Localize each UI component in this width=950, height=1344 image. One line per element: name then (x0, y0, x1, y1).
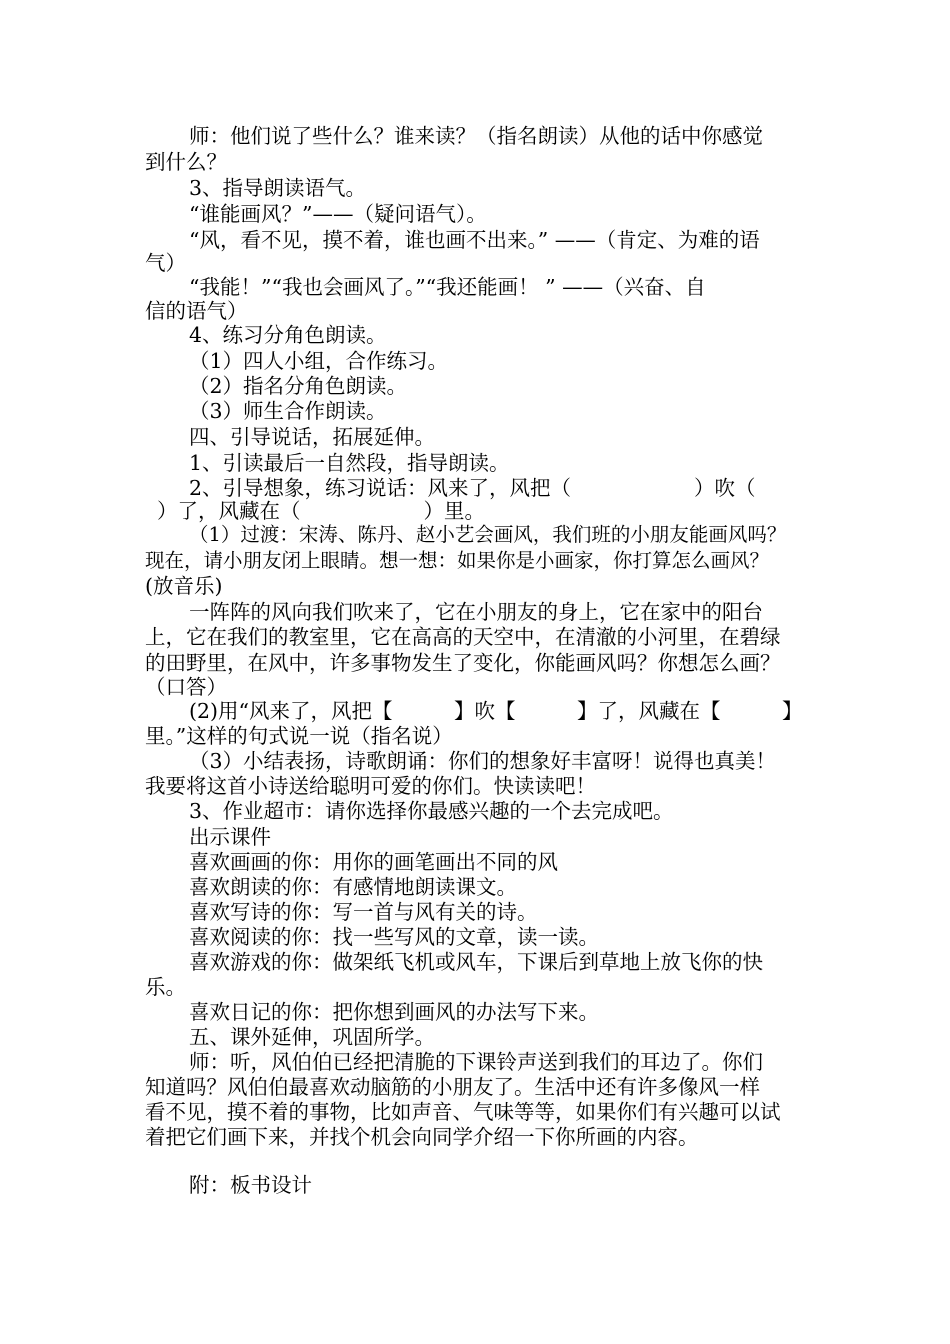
text-line: 2、引导想象，练习说话：风来了，风把（ ）吹（ (189, 476, 756, 500)
text-line: “风，看不见，摸不着，谁也画不出来。” ——（肯定、为难的语 (189, 228, 760, 252)
text-line: 上，它在我们的教室里，它在高高的天空中，在清澈的小河里，在碧绿 (145, 625, 781, 649)
text-line: 1、引读最后一自然段，指导朗读。 (189, 451, 510, 475)
text-line: (放音乐) (145, 574, 223, 598)
text-line: （3）小结表扬，诗歌朗诵：你们的想象好丰富呀！说得也真美！ (189, 749, 777, 773)
text-line: 气） (145, 251, 186, 275)
text-line: 喜欢日记的你：把你想到画风的办法写下来。 (189, 1000, 599, 1024)
text-line: 师：他们说了些什么？谁来读？（指名朗读）从他的话中你感觉 (189, 124, 763, 148)
text-line: 喜欢阅读的你：找一些写风的文章，读一读。 (189, 925, 599, 949)
text-line: （3）师生合作朗读。 (189, 399, 387, 423)
text-line: 五、课外延伸，巩固所学。 (189, 1025, 435, 1049)
text-line: “谁能画风？”——（疑问语气）。 (189, 202, 487, 226)
text-line: 喜欢画画的你：用你的画笔画出不同的风 (189, 850, 558, 874)
text-line: 喜欢写诗的你：写一首与风有关的诗。 (189, 900, 538, 924)
text-line: ）了，风藏在（ ）里。 (157, 499, 485, 523)
text-line: “我能！”“我也会画风了。”“我还能画！ ” ——（兴奋、自 (189, 275, 706, 299)
text-line: 师：听，风伯伯已经把清脆的下课铃声送到我们的耳边了。你们 (189, 1050, 763, 1074)
text-line: 出示课件 (189, 825, 271, 849)
text-line: 信的语气） (145, 299, 248, 323)
text-line: 里。”这样的句式说一说（指名说） (145, 724, 453, 748)
text-line: 的田野里，在风中，许多事物发生了变化，你能画风吗？你想怎么画？ (145, 651, 781, 675)
text-line: (2)用“风来了，风把【 】吹【 】了，风藏在【 】 (189, 699, 803, 723)
text-line: 喜欢朗读的你：有感情地朗读课文。 (189, 875, 517, 899)
text-line: （口答） (145, 675, 227, 699)
text-line: 3、指导朗读语气。 (189, 176, 367, 200)
text-line: （2）指名分角色朗读。 (189, 374, 408, 398)
text-line: 着把它们画下来，并找个机会向同学介绍一下你所画的内容。 (145, 1125, 699, 1149)
text-line: 看不见，摸不着的事物，比如声音、气味等等，如果你们有兴趣可以试 (145, 1100, 781, 1124)
text-line: 一阵阵的风向我们吹来了，它在小朋友的身上，它在家中的阳台 (189, 600, 763, 624)
text-line: 四、引导说话，拓展延伸。 (189, 425, 435, 449)
text-line: （1）过渡：宋涛、陈丹、赵小艺会画风，我们班的小朋友能画风吗？ (189, 523, 787, 546)
text-line: 乐。 (145, 975, 186, 999)
text-line: 知道吗？风伯伯最喜欢动脑筋的小朋友了。生活中还有许多像风一样 (145, 1075, 760, 1099)
text-line: 我要将这首小诗送给聪明可爱的你们。快读读吧！ (145, 774, 596, 798)
text-line: 现在，请小朋友闭上眼睛。想一想：如果你是小画家，你打算怎么画风？ (145, 549, 770, 572)
text-line: （1）四人小组，合作练习。 (189, 349, 449, 373)
text-line: 4、练习分角色朗读。 (189, 323, 387, 347)
text-line: 3、作业超市：请你选择你最感兴趣的一个去完成吧。 (189, 799, 674, 823)
section-heading: 附：板书设计 (189, 1173, 312, 1197)
text-line: 到什么？ (145, 150, 227, 174)
text-line: 喜欢游戏的你：做架纸飞机或风车，下课后到草地上放飞你的快 (189, 950, 763, 974)
